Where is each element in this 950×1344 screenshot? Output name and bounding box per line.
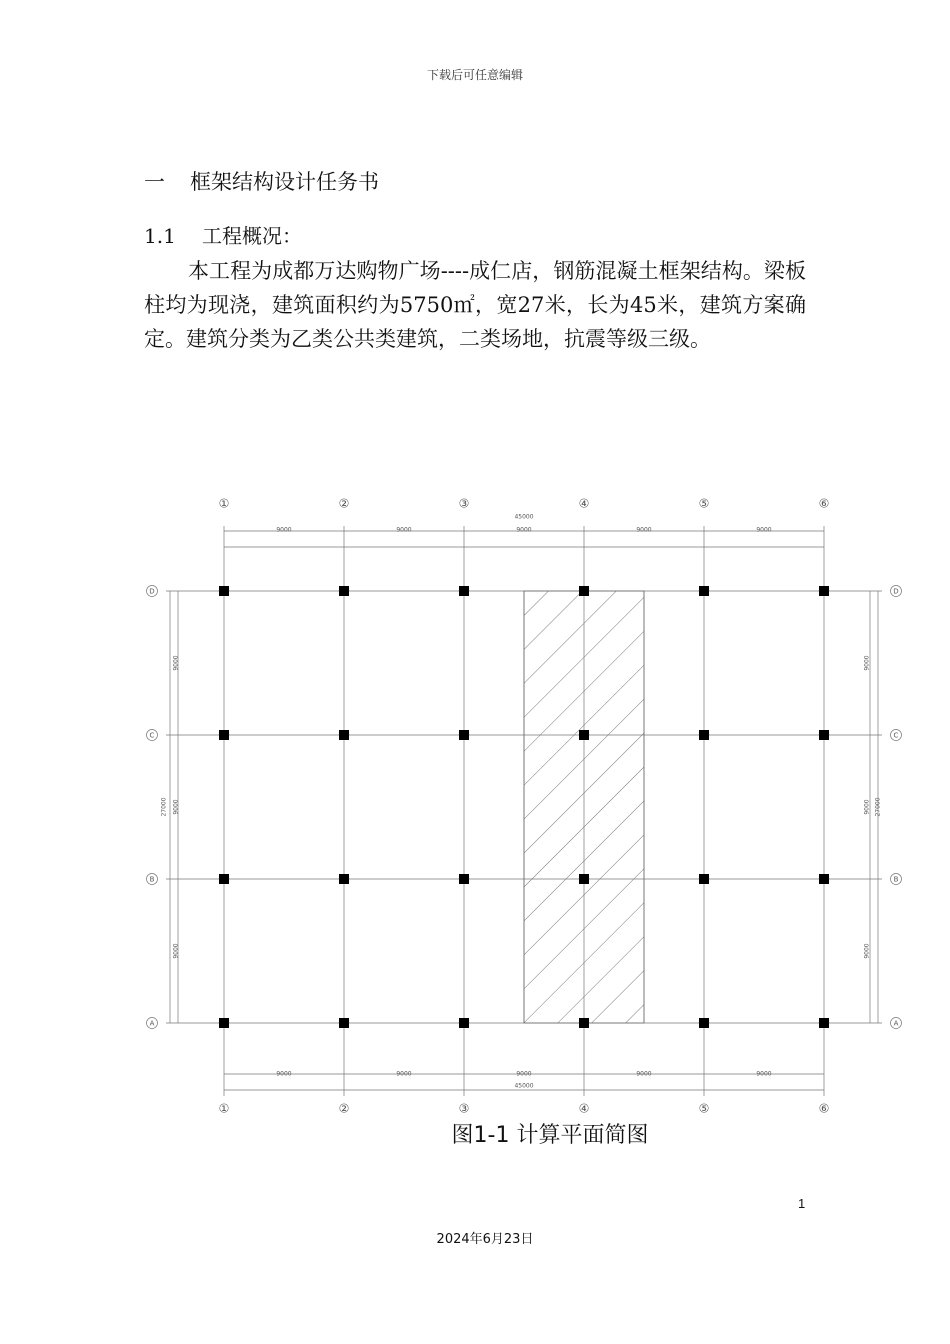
structural-column <box>459 730 469 740</box>
structural-column <box>819 874 829 884</box>
bay-dimension-label-bottom: 9000 <box>636 1070 652 1078</box>
page-number: 1 <box>798 1196 806 1211</box>
span-dimension-label-left: 9000 <box>172 655 180 671</box>
structural-column <box>819 1018 829 1028</box>
figure-caption: 图1-1 计算平面简图 <box>451 1123 649 1148</box>
structural-column <box>699 1018 709 1028</box>
total-width-label-left: 27000 <box>160 797 168 817</box>
section-heading <box>144 166 379 196</box>
row-axis-label-right: B <box>893 875 899 884</box>
row-axis-label-left: B <box>149 875 155 884</box>
structural-column <box>579 1018 589 1028</box>
row-axis-label-left: D <box>149 587 155 596</box>
column-axis-label-bottom: ⑤ <box>698 1101 710 1115</box>
column-axis-label-top: ⑥ <box>818 496 830 511</box>
section-title: 框架结构设计任务书 <box>190 170 379 194</box>
column-axis-label-top: ④ <box>578 496 590 511</box>
column-axis-label-bottom: ② <box>338 1101 350 1115</box>
row-axis-label-right: D <box>893 587 899 596</box>
row-axis-label-right: A <box>893 1019 899 1028</box>
span-dimension-label-left: 9000 <box>172 799 180 815</box>
structural-column <box>819 586 829 596</box>
subsection-number: 1.1 <box>144 224 176 248</box>
column-axis-label-bottom: ③ <box>458 1101 470 1115</box>
structural-column <box>339 586 349 596</box>
section-number: 一 <box>144 170 165 194</box>
structural-column <box>699 874 709 884</box>
structural-column <box>459 586 469 596</box>
bay-dimension-label-top: 9000 <box>396 526 412 534</box>
structural-column <box>819 730 829 740</box>
subsection-heading <box>144 220 302 249</box>
structural-column <box>699 730 709 740</box>
row-axis-label-right: C <box>893 731 899 740</box>
plan-geometry <box>147 497 902 1116</box>
structural-column <box>219 586 229 596</box>
bay-dimension-label-bottom: 9000 <box>396 1070 412 1078</box>
structural-plan-drawing <box>140 490 920 1115</box>
span-dimension-label-right: 9000 <box>863 943 871 959</box>
bay-dimension-label-top: 9000 <box>756 526 772 534</box>
bay-dimension-label-bottom: 9000 <box>516 1070 532 1078</box>
row-axis-label-left: A <box>149 1019 155 1028</box>
structural-column <box>339 730 349 740</box>
total-length-label-top: 45000 <box>514 513 534 521</box>
structural-column <box>699 586 709 596</box>
span-dimension-label-right: 9000 <box>863 799 871 815</box>
row-axis-label-left: C <box>149 731 155 740</box>
structural-column <box>219 874 229 884</box>
column-axis-label-top: ③ <box>458 496 470 511</box>
column-axis-label-top: ② <box>338 496 350 511</box>
total-length-label-bottom: 45000 <box>514 1082 534 1090</box>
structural-column <box>579 730 589 740</box>
structural-column <box>339 1018 349 1028</box>
structural-column <box>219 1018 229 1028</box>
structural-column <box>579 586 589 596</box>
column-axis-label-bottom: ⑥ <box>818 1101 830 1115</box>
total-width-label-right: 27000 <box>874 797 882 817</box>
span-dimension-label-right: 9000 <box>863 655 871 671</box>
column-axis-label-bottom: ④ <box>578 1101 590 1115</box>
structural-column <box>339 874 349 884</box>
subsection-title: 工程概况： <box>202 224 302 248</box>
bay-dimension-label-top: 9000 <box>516 526 532 534</box>
column-axis-label-top: ① <box>218 496 230 511</box>
page-footer-date: 2024年6月23日 <box>436 1232 534 1247</box>
structural-column <box>459 1018 469 1028</box>
span-dimension-label-left: 9000 <box>172 943 180 959</box>
bay-dimension-label-bottom: 9000 <box>756 1070 772 1078</box>
bay-dimension-label-top: 9000 <box>636 526 652 534</box>
structural-column <box>459 874 469 884</box>
project-overview-paragraph: 本工程为成都万达购物广场----成仁店，钢筋混凝土框架结构。梁板柱均为现浇，建筑面积约为5750㎡，宽27米，长为45米，建筑方案确定。建筑分类为乙类公共类建筑，二类场地，抗震等级三级。 <box>144 259 806 351</box>
bay-dimension-label-bottom: 9000 <box>276 1070 292 1078</box>
structural-column <box>579 874 589 884</box>
column-axis-label-bottom: ① <box>218 1101 230 1115</box>
page-header: 下载后可任意编辑 <box>426 68 523 82</box>
bay-dimension-label-top: 9000 <box>276 526 292 534</box>
structural-column <box>219 730 229 740</box>
column-axis-label-top: ⑤ <box>698 496 710 511</box>
